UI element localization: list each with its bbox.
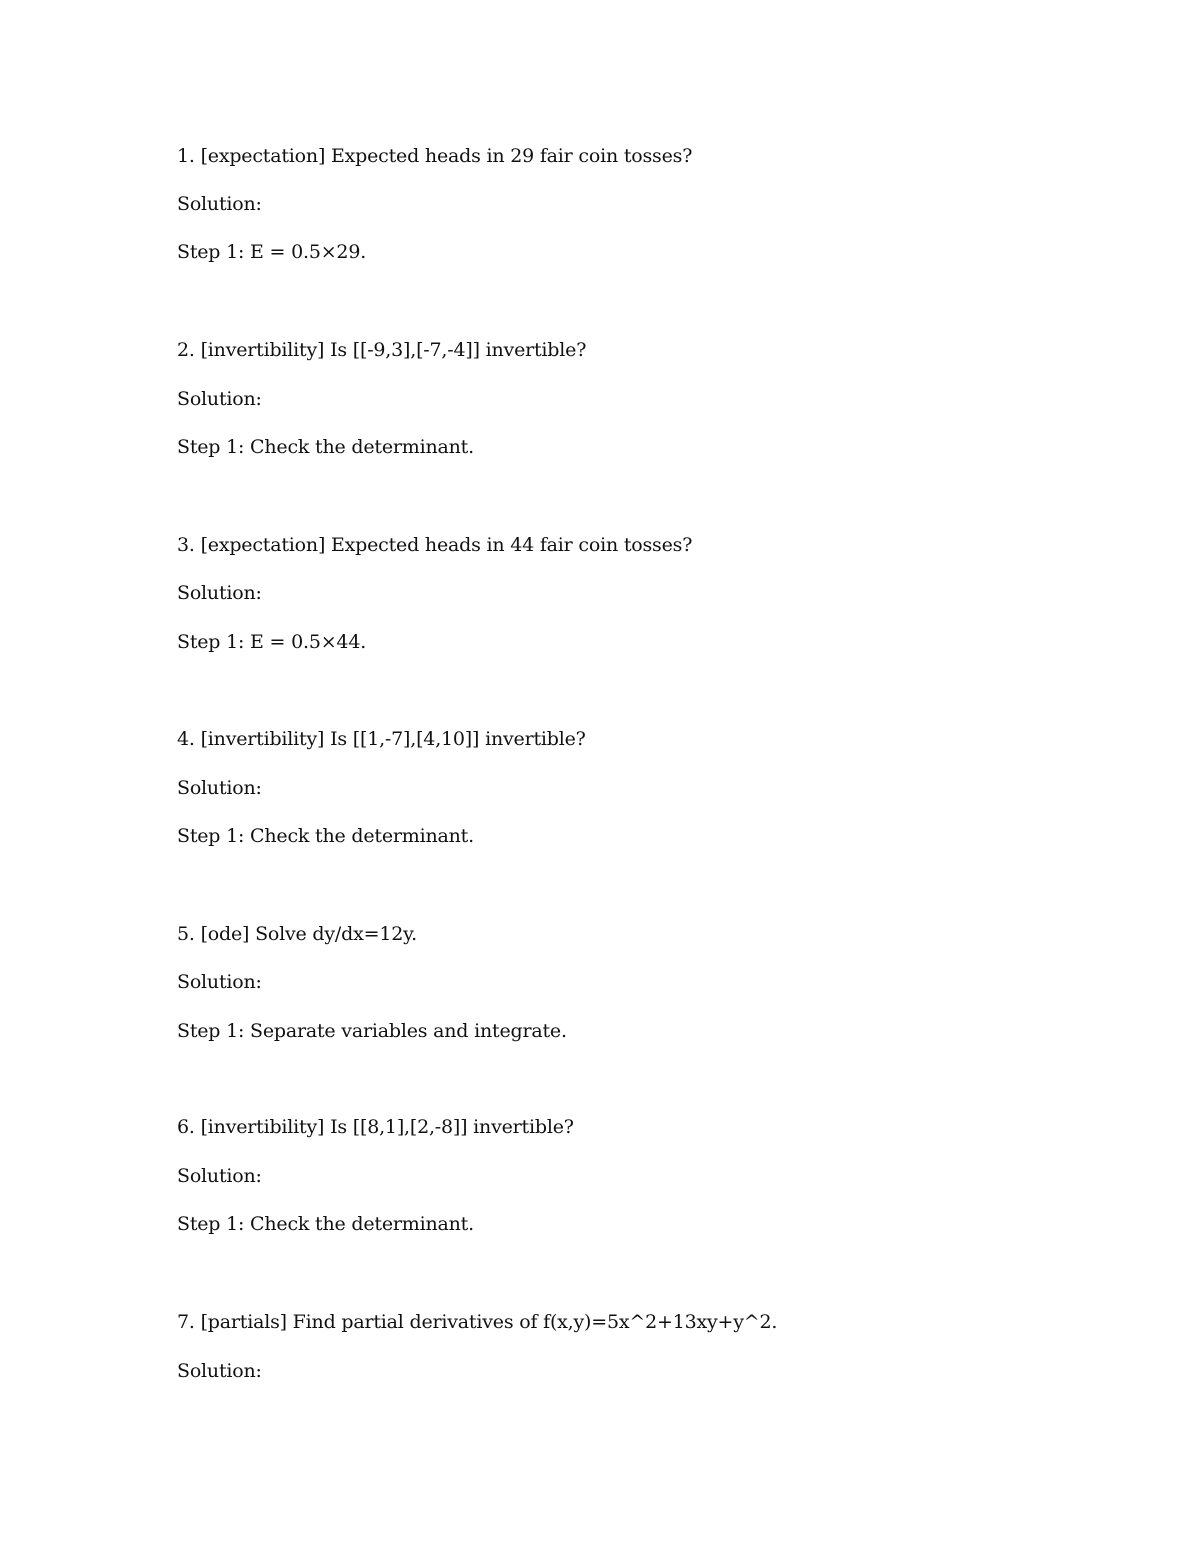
problem-6-solution-label: Solution: <box>177 1165 262 1187</box>
problem-2-step-1: Step 1: Check the determinant. <box>177 436 474 458</box>
problem-4-question: 4. [invertibility] Is [[1,-7],[4,10]] invertible? <box>177 728 586 750</box>
problem-5-solution-label: Solution: <box>177 971 262 993</box>
problem-1-question: 1. [expectation] Expected heads in 29 fair coin tosses? <box>177 145 693 167</box>
problem-7-question: 7. [partials] Find partial derivatives of f(x,y)=5x^2+13xy+y^2. <box>177 1311 778 1333</box>
problem-1-step-1: Step 1: E = 0.5×29. <box>177 241 367 263</box>
problem-5-question: 5. [ode] Solve dy/dx=12y. <box>177 923 417 945</box>
problem-7-solution-label: Solution: <box>177 1360 262 1382</box>
problem-2-question: 2. [invertibility] Is [[-9,3],[-7,-4]] invertible? <box>177 339 587 361</box>
problem-3-solution-label: Solution: <box>177 582 262 604</box>
problem-5-step-1: Step 1: Separate variables and integrate. <box>177 1020 567 1042</box>
problem-4-step-1: Step 1: Check the determinant. <box>177 825 474 847</box>
problem-3-step-1: Step 1: E = 0.5×44. <box>177 631 367 653</box>
problem-3-question: 3. [expectation] Expected heads in 44 fair coin tosses? <box>177 534 693 556</box>
problem-1-solution-label: Solution: <box>177 193 262 215</box>
problem-6-question: 6. [invertibility] Is [[8,1],[2,-8]] invertible? <box>177 1116 574 1138</box>
problem-2-solution-label: Solution: <box>177 388 262 410</box>
problem-6-step-1: Step 1: Check the determinant. <box>177 1213 474 1235</box>
problem-4-solution-label: Solution: <box>177 777 262 799</box>
